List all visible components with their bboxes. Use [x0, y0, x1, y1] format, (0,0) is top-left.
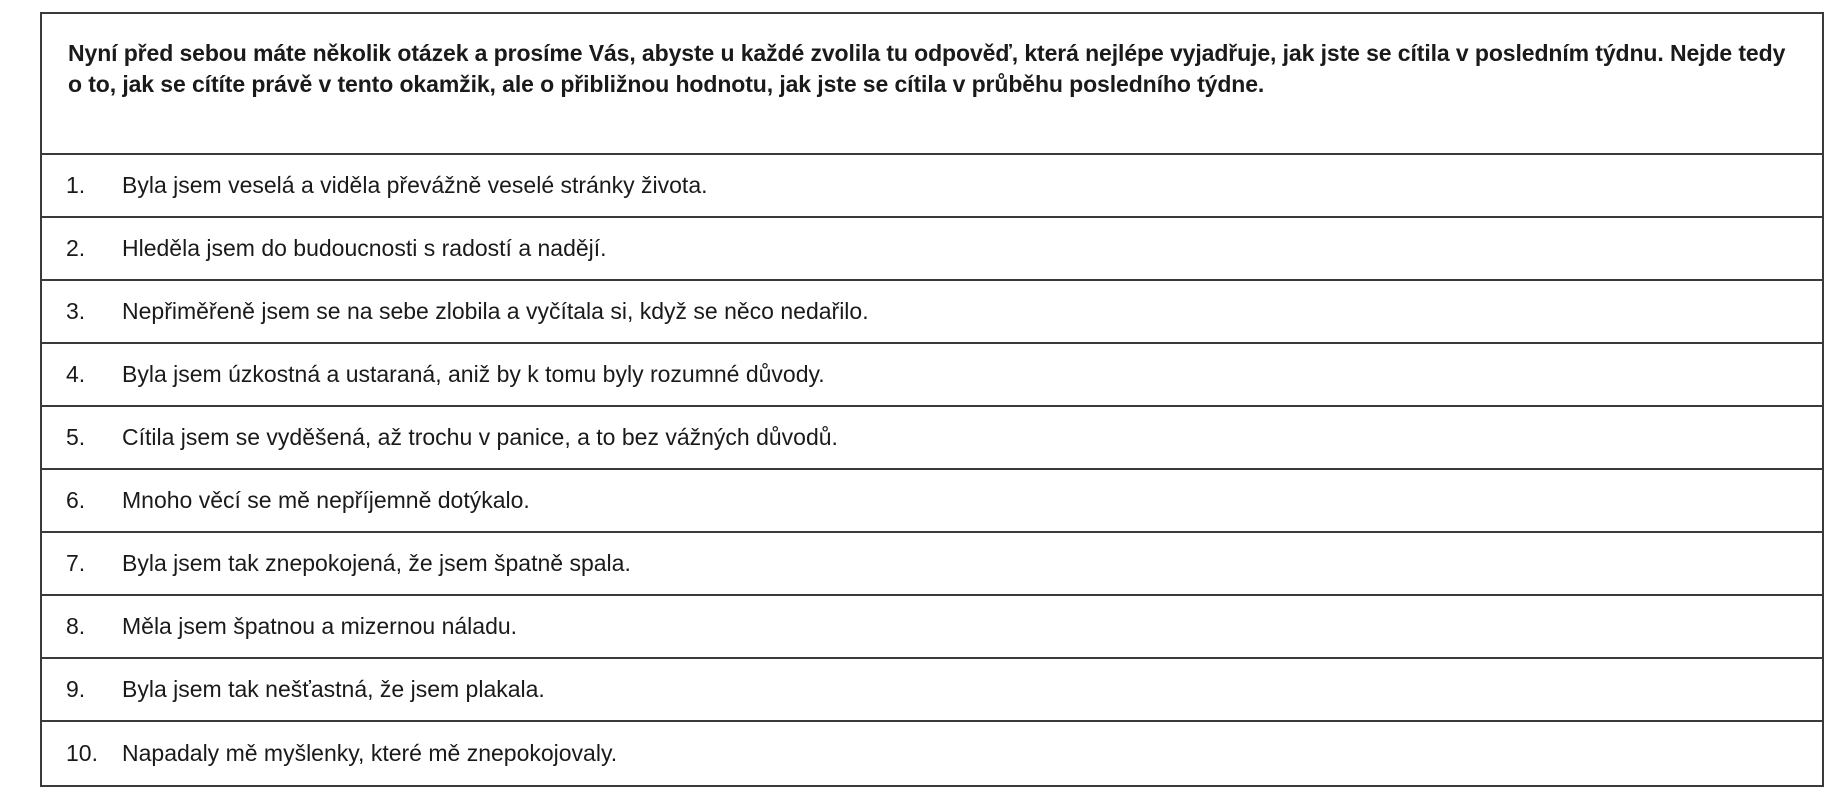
- question-number: 1.: [66, 172, 86, 198]
- question-number: 2.: [66, 235, 86, 261]
- question-row-7: [42, 533, 1822, 596]
- question-row-10: [42, 722, 1822, 785]
- question-text: Měla jsem špatnou a mizernou náladu.: [122, 613, 518, 639]
- questionnaire-table: [40, 12, 1824, 787]
- question-number: 5.: [66, 424, 86, 450]
- question-row-5: [42, 407, 1822, 470]
- instruction-text: Nyní před sebou máte několik otázek a prosíme Vás, abyste u každé zvolila tu odpověď, která nejlépe vyjadřuje, jak jste se cítila v posledním týdnu. Nejde tedy o to, jak se cítíte právě v tento okamžik, ale o přibližnou hodnotu, jak jste se cítila v průběhu posledního týdne.: [68, 40, 1786, 97]
- question-number: 9.: [66, 676, 86, 702]
- question-row-8: [42, 596, 1822, 659]
- question-text: Cítila jsem se vyděšená, až trochu v panice, a to bez vážných důvodů.: [122, 424, 838, 450]
- question-text: Nepřiměřeně jsem se na sebe zlobila a vyčítala si, když se něco nedařilo.: [122, 298, 869, 324]
- question-text: Byla jsem tak nešťastná, že jsem plakala.: [122, 676, 545, 702]
- question-number: 6.: [66, 487, 86, 513]
- question-number: 10.: [66, 740, 98, 766]
- question-text: Byla jsem tak znepokojená, že jsem špatně spala.: [122, 550, 631, 576]
- instruction-header: [42, 14, 1822, 155]
- question-text: Hleděla jsem do budoucnosti s radostí a nadějí.: [122, 235, 607, 261]
- question-row-4: [42, 344, 1822, 407]
- question-number: 4.: [66, 361, 86, 387]
- question-row-3: [42, 281, 1822, 344]
- question-text: Byla jsem úzkostná a ustaraná, aniž by k tomu byly rozumné důvody.: [122, 361, 825, 387]
- question-row-9: [42, 659, 1822, 722]
- question-text: Byla jsem veselá a viděla převážně veselé stránky života.: [122, 172, 708, 198]
- question-number: 7.: [66, 550, 86, 576]
- question-text: Napadaly mě myšlenky, které mě znepokojovaly.: [122, 740, 618, 766]
- question-row-1: [42, 155, 1822, 218]
- question-row-2: [42, 218, 1822, 281]
- question-number: 3.: [66, 298, 86, 324]
- question-number: 8.: [66, 613, 86, 639]
- question-row-6: [42, 470, 1822, 533]
- question-text: Mnoho věcí se mě nepříjemně dotýkalo.: [122, 487, 530, 513]
